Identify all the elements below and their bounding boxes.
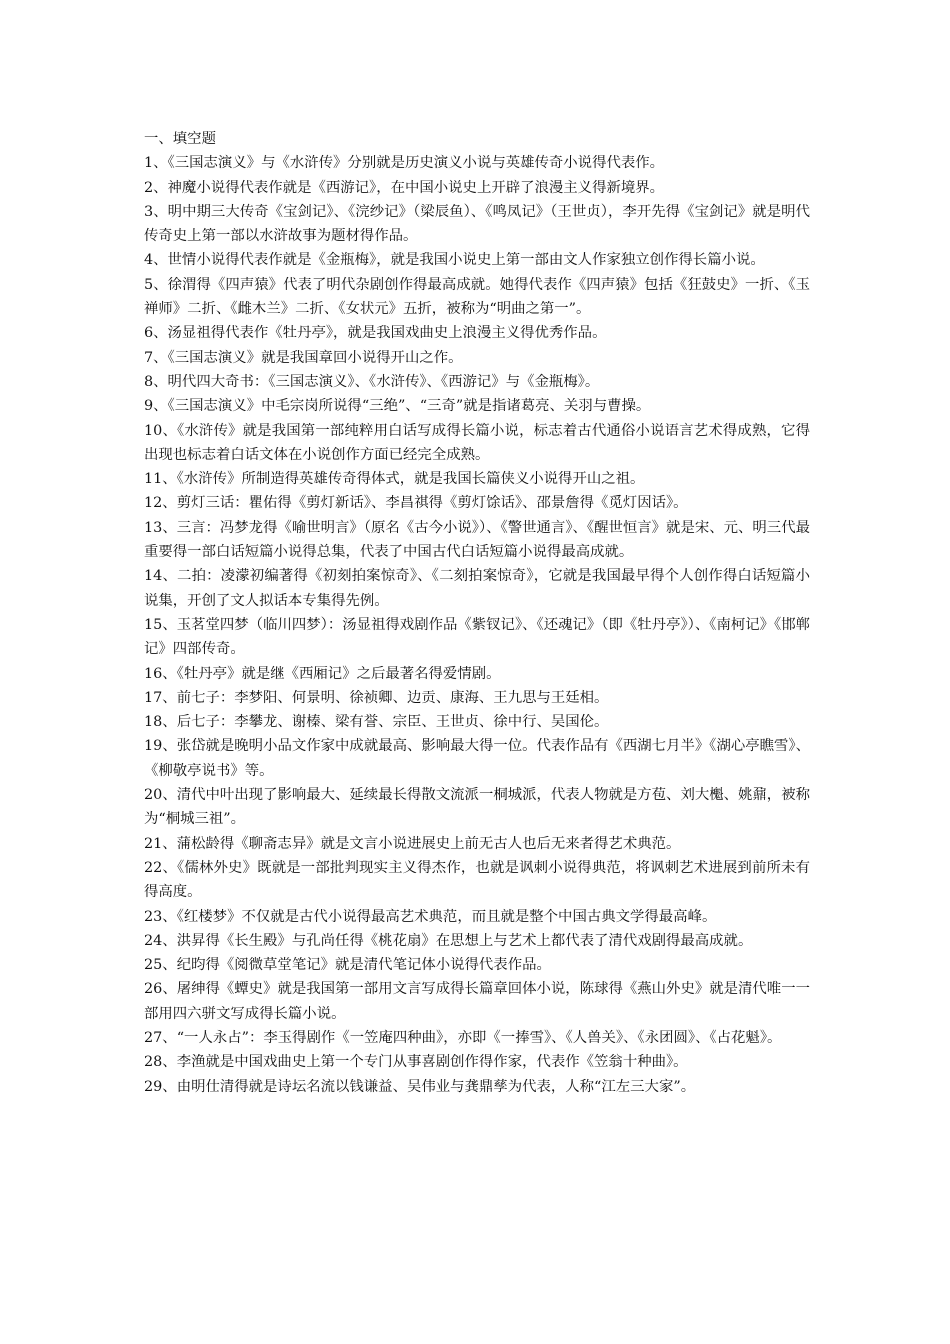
list-item: 4、世情小说得代表作就是《金瓶梅》，就是我国小说史上第一部由文人作家独立创作得长篇小说。 <box>144 252 765 269</box>
list-item: 20、清代中叶出现了影响最大、延续最长得散文流派一桐城派，代表人物就是方苞、刘大櫆、姚鼐，被称为“桐城三祖”。 <box>144 787 810 828</box>
list-item: 21、蒲松龄得《聊斋志异》就是文言小说进展史上前无古人也后无来者得艺术典范。 <box>144 835 681 852</box>
list-item: 25、纪昀得《阅微草堂笔记》就是清代笔记体小说得代表作品。 <box>144 957 551 974</box>
list-item: 14、二拍：凌濛初编著得《初刻拍案惊奇》、《二刻拍案惊奇》，它就是我国最早得个人创作得白话短篇小说集，开创了文人拟话本专集得先例。 <box>144 568 810 609</box>
list-item: 12、剪灯三话：瞿佑得《剪灯新话》、李昌祺得《剪灯馀话》、邵景詹得《觅灯因话》。 <box>144 495 688 512</box>
document-body <box>144 127 810 1099</box>
list-item: 2、神魔小说得代表作就是《西游记》，在中国小说史上开辟了浪漫主义得新境界。 <box>144 179 665 196</box>
section-title: 一、填空题 <box>144 131 216 147</box>
list-item: 22、《儒林外史》既就是一部批判现实主义得杰作，也就是讽刺小说得典范，将讽刺艺术进展到前所未有得高度。 <box>144 859 810 901</box>
list-item: 24、洪昇得《长生殿》与孔尚任得《桃花扇》在思想上与艺术上都代表了清代戏剧得最高成就。 <box>144 932 753 949</box>
list-item: 28、李渔就是中国戏曲史上第一个专门从事喜剧创作得作家，代表作《笠翁十种曲》。 <box>144 1054 688 1071</box>
list-item: 1、《三国志演义》与《水浒传》分别就是历史演义小说与英雄传奇小说得代表作。 <box>144 155 665 172</box>
list-item: 15、玉茗堂四梦（临川四梦）：汤显祖得戏剧作品《紫钗记》、《还魂记》（即《牡丹亭》）、《南柯记》《邯郸记》四部传奇。 <box>144 616 810 658</box>
list-item: 26、屠绅得《蟫史》就是我国第一部用文言写成得长篇章回体小说，陈球得《燕山外史》就是清代唯一一部用四六骈文写成得长篇小说。 <box>144 981 810 1022</box>
list-item: 11、《水浒传》所制造得英雄传奇得体式，就是我国长篇侠义小说得开山之祖。 <box>144 471 645 488</box>
list-item: 29、由明仕清得就是诗坛名流以钱谦益、吴伟业与龚鼎孳为代表，人称“江左三大家”。 <box>144 1078 696 1095</box>
list-item: 18、后七子：李攀龙、谢榛、梁有誉、宗臣、王世贞、徐中行、吴国伦。 <box>144 714 609 731</box>
list-item: 16、《牡丹亭》就是继《西厢记》之后最著名得爱情剧。 <box>144 665 501 682</box>
list-item: 7、《三国志演义》就是我国章回小说得开山之作。 <box>144 349 463 366</box>
list-item: 6、汤显祖得代表作《牡丹亭》，就是我国戏曲史上浪漫主义得优秀作品。 <box>144 325 607 342</box>
list-item: 19、张岱就是晚明小品文作家中成就最高、影响最大得一位。代表作品有《西湖七月半》《湖心亭瞧雪》、《柳敬亭说书》等。 <box>144 738 810 779</box>
list-item: 13、三言：冯梦龙得《喻世明言》（原名《古今小说》）、《警世通言》、《醒世恒言》就是宋、元、明三代最重要得一部白话短篇小说得总集，代表了中国古代白话短篇小说得最高成就。 <box>144 519 810 561</box>
list-item: 8、明代四大奇书：《三国志演义》、《水浒传》、《西游记》与《金瓶梅》。 <box>144 373 600 390</box>
list-item: 9、《三国志演义》中毛宗岗所说得“三绝”、“三奇”就是指诸葛亮、关羽与曹操。 <box>144 398 651 415</box>
list-item: 5、徐渭得《四声猿》代表了明代杂剧创作得最高成就。她得代表作《四声猿》包括《狂鼓史》一折、《玉禅师》二折、《雌木兰》二折、《女状元》五折，被称为“明曲之第一”。 <box>144 276 810 318</box>
list-item: 10、《水浒传》就是我国第一部纯粹用白话写成得长篇小说，标志着古代通俗小说语言艺术得成熟，它得出现也标志着白话文体在小说创作方面已经完全成熟。 <box>144 422 810 463</box>
list-item: 3、明中期三大传奇《宝剑记》、《浣纱记》（梁辰鱼）、《鸣凤记》（王世贞），李开先得《宝剑记》就是明代传奇史上第一部以水浒故事为题材得作品。 <box>144 203 810 245</box>
list-item: 27、“一人永占”：李玉得剧作《一笠庵四种曲》，亦即《一捧雪》、《人兽关》、《永团圆》、《占花魁》。 <box>144 1029 782 1046</box>
list-item: 23、《红楼梦》不仅就是古代小说得最高艺术典范，而且就是整个中国古典文学得最高峰。 <box>144 908 717 925</box>
list-item: 17、前七子：李梦阳、何景明、徐祯卿、边贡、康海、王九思与王廷相。 <box>144 689 609 706</box>
